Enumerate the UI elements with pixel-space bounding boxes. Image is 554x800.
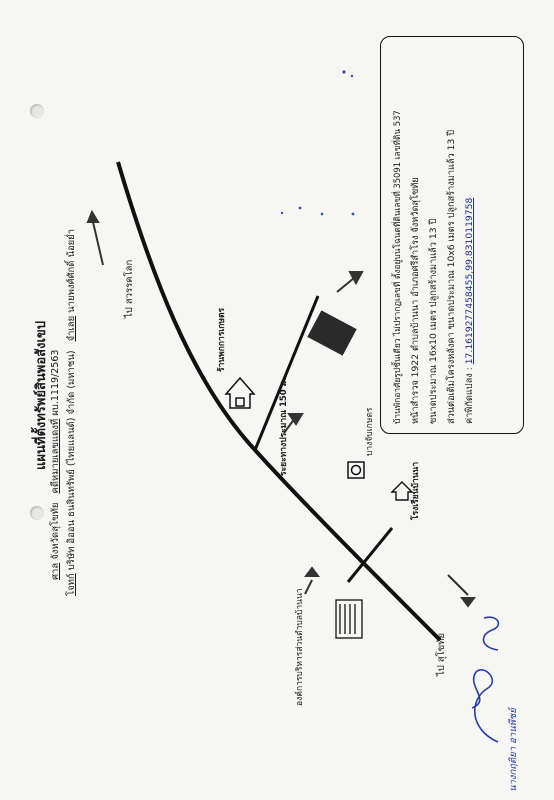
info-line-2: หน้าสำรวจ 1922 ตำบลบ้านนา อำเภอศรีสำโรง จังหวัดสุโขทัย: [410, 177, 421, 424]
label-to-sawankhalok: ไป สวรรคโลก: [124, 259, 135, 318]
label-to-sukhothai: ไป สุโขทัย: [436, 632, 447, 676]
plaintiff-label: โจทก์: [66, 573, 77, 596]
plaintiff-value: บริษัท อิออน ธนสินทรัพย์ (ไทยแลนด์) จำกัด (มหาชน): [66, 350, 77, 571]
court-line: [48, 350, 63, 580]
coordinate-value: 17.1619277458455,99.8310119758: [464, 197, 475, 365]
defendant-value: นายพงศ์ศักดิ์ น้อยย่ำ: [66, 228, 77, 313]
label-shop: ร้านพกการเกษตร: [217, 307, 227, 372]
info-line-3: ขนาดประมาณ 16x10 เมตร ปลูกสร้างมาแล้ว 13 ปี: [428, 218, 439, 424]
coordinate-line: [462, 198, 477, 424]
court-value: จังหวัดสุโขทัย: [50, 502, 61, 560]
info-line-4: ส่วนต่อเติมโครงหลังคา ขนาดประมาณ 10x6 เมตร ปลูกสร้างมาแล้ว 13 ปี: [446, 129, 457, 424]
case-number-label: คดีหมายเลขแดงที่: [50, 418, 61, 494]
label-sao-office: องค์การบริหารส่วนตำบลบ้านนา: [295, 588, 305, 706]
defendant-label: จำเลย: [66, 315, 77, 342]
info-line-1: บ้านพักอาศัยรูปชั้นเดียว ไม่ปรากฏเลขที่ ตั้งอยู่บนโฉนดที่ดินเลขที่ 35091 เลขที่ดิน 537: [392, 110, 402, 424]
coordinate-label: ค่าพิกัดแปลง :: [464, 367, 475, 424]
label-school: โรงเรียนบ้านนา: [411, 461, 421, 520]
map-title: แผนที่ตั้งทรัพย์สินพอสังเขป: [34, 320, 49, 470]
label-rice-mill: บางจับเกษตร: [365, 407, 375, 456]
signature-name: นางกฤติยา อานพีชย์: [508, 708, 519, 792]
case-number-value: ผบ.1119/2563: [50, 349, 61, 416]
court-label: ศาล: [50, 562, 61, 580]
label-distance: ระยะทางประมาณ 150 ม.: [279, 377, 289, 476]
parties-line: [64, 229, 79, 596]
